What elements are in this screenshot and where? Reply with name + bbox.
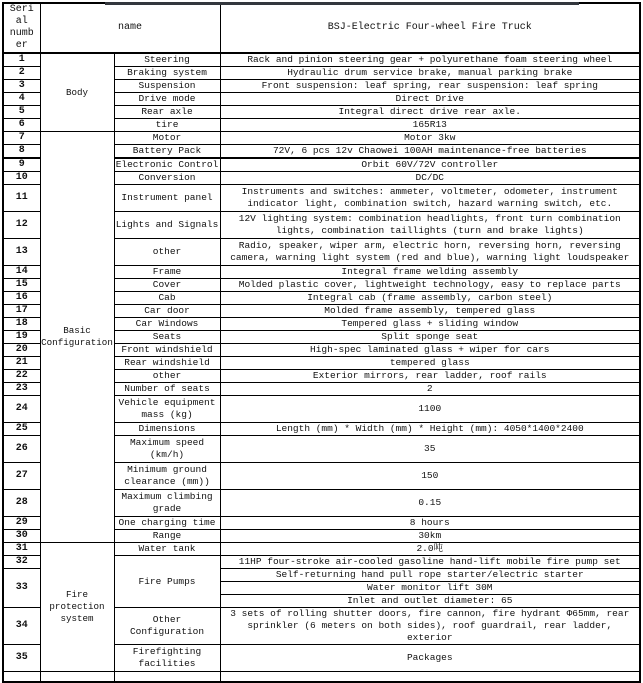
serial-cell: 22 xyxy=(3,370,40,383)
header-product-title: BSJ-Electric Four-wheel Fire Truck xyxy=(220,3,640,53)
stub-cell xyxy=(3,672,40,682)
value-cell: 30km xyxy=(220,530,640,543)
value-cell: Direct Drive xyxy=(220,93,640,106)
group-cell-body: Body xyxy=(40,53,114,132)
name-cell: Other Configuration xyxy=(114,608,220,645)
table-row xyxy=(3,132,640,145)
header-name: name xyxy=(40,3,220,53)
value-cell: Exterior mirrors, rear ladder, roof rails xyxy=(220,370,640,383)
serial-cell: 7 xyxy=(3,132,40,145)
value-cell: Molded plastic cover, lightweight technology, easy to replace parts xyxy=(220,279,640,292)
value-cell: 11HP four-stroke air-cooled gasoline hand-lift mobile fire pump set xyxy=(220,556,640,569)
name-cell: Frame xyxy=(114,266,220,279)
serial-cell: 17 xyxy=(3,305,40,318)
name-cell: Instrument panel xyxy=(114,185,220,212)
value-cell: Length (mm) * Width (mm) * Height (mm): 4050*1400*2400 xyxy=(220,423,640,436)
serial-cell: 26 xyxy=(3,436,40,463)
name-cell: other xyxy=(114,370,220,383)
value-cell: 3 sets of rolling shutter doors, fire cannon, fire hydrant Φ65mm, rear sprinkler (6 meters on both sides), roof guardrail, rear ladder, exterior xyxy=(220,608,640,645)
serial-cell: 31 xyxy=(3,543,40,556)
name-cell: Rear windshield xyxy=(114,357,220,370)
serial-cell: 2 xyxy=(3,67,40,80)
name-cell: Braking system xyxy=(114,67,220,80)
value-cell: Hydraulic drum service brake, manual parking brake xyxy=(220,67,640,80)
serial-cell: 4 xyxy=(3,93,40,106)
value-cell: 0.15 xyxy=(220,490,640,517)
serial-cell: 5 xyxy=(3,106,40,119)
group-cell-fire-protection-system: Fire protection system xyxy=(40,543,114,672)
serial-cell: 25 xyxy=(3,423,40,436)
serial-cell: 20 xyxy=(3,344,40,357)
name-cell: Suspension xyxy=(114,80,220,93)
spec-table xyxy=(2,2,641,683)
value-cell: 72V, 6 pcs 12v Chaowei 100AH maintenance-free batteries xyxy=(220,145,640,159)
serial-cell: 30 xyxy=(3,530,40,543)
value-cell: Split sponge seat xyxy=(220,331,640,344)
value-cell: Self-returning hand pull rope starter/electric starter xyxy=(220,569,640,582)
serial-cell: 12 xyxy=(3,212,40,239)
header-serial-number: Serial number xyxy=(3,3,40,53)
serial-cell: 9 xyxy=(3,158,40,172)
value-cell: Molded frame assembly, tempered glass xyxy=(220,305,640,318)
value-cell: DC/DC xyxy=(220,172,640,185)
value-cell: Tempered glass + sliding window xyxy=(220,318,640,331)
name-cell: Number of seats xyxy=(114,383,220,396)
name-cell: Dimensions xyxy=(114,423,220,436)
group-cell-basic-configuration: Basic Configuration xyxy=(40,132,114,543)
name-cell: Cab xyxy=(114,292,220,305)
value-cell: tempered glass xyxy=(220,357,640,370)
value-cell: 2.0吨 xyxy=(220,543,640,556)
serial-cell: 33 xyxy=(3,569,40,608)
name-cell: Rear axle xyxy=(114,106,220,119)
serial-cell: 3 xyxy=(3,80,40,93)
value-cell: Motor 3kw xyxy=(220,132,640,145)
serial-cell: 24 xyxy=(3,396,40,423)
value-cell: 165R13 xyxy=(220,119,640,132)
serial-cell: 15 xyxy=(3,279,40,292)
serial-cell: 10 xyxy=(3,172,40,185)
serial-cell: 29 xyxy=(3,517,40,530)
name-cell: One charging time xyxy=(114,517,220,530)
value-cell: Water monitor lift 30M xyxy=(220,582,640,595)
name-cell: Steering xyxy=(114,53,220,67)
serial-cell: 1 xyxy=(3,53,40,67)
value-cell: Integral frame welding assembly xyxy=(220,266,640,279)
name-cell: Front windshield xyxy=(114,344,220,357)
value-cell: Integral direct drive rear axle. xyxy=(220,106,640,119)
name-cell: Lights and Signals xyxy=(114,212,220,239)
value-cell: Instruments and switches: ammeter, voltmeter, odometer, instrument indicator light, combination switch, hazard warning switch, etc. xyxy=(220,185,640,212)
name-cell: Minimum ground clearance (mm)) xyxy=(114,463,220,490)
header-row xyxy=(3,3,640,53)
name-cell: Battery Pack xyxy=(114,145,220,159)
value-cell: 1100 xyxy=(220,396,640,423)
cropped-element-artifact xyxy=(105,2,579,5)
serial-cell: 18 xyxy=(3,318,40,331)
name-cell: Range xyxy=(114,530,220,543)
value-cell: 2 xyxy=(220,383,640,396)
clipped-next-row xyxy=(3,672,640,682)
name-cell: Maximum climbing grade xyxy=(114,490,220,517)
name-cell: other xyxy=(114,239,220,266)
name-cell: Car Windows xyxy=(114,318,220,331)
table-row xyxy=(3,53,640,67)
name-cell: tire xyxy=(114,119,220,132)
name-cell: Electronic Control xyxy=(115,159,219,170)
value-cell: High-spec laminated glass + wiper for cars xyxy=(220,344,640,357)
value-cell: Integral cab (frame assembly, carbon steel) xyxy=(220,292,640,305)
stub-cell xyxy=(114,672,220,682)
name-cell: Maximum speed (km/h) xyxy=(114,436,220,463)
name-cell: Water tank xyxy=(114,543,220,556)
value-cell: Front suspension: leaf spring, rear suspension: leaf spring xyxy=(220,80,640,93)
name-cell: Seats xyxy=(114,331,220,344)
serial-cell: 32 xyxy=(3,556,40,569)
serial-cell: 28 xyxy=(3,490,40,517)
value-cell: 12V lighting system: combination headlights, front turn combination lights, combination taillights (turn and brake lights) xyxy=(220,212,640,239)
name-cell: Motor xyxy=(114,132,220,145)
value-cell: Orbit 60V/72V controller xyxy=(220,158,640,172)
serial-cell: 11 xyxy=(3,185,40,212)
name-cell: Conversion xyxy=(114,172,220,185)
serial-cell: 14 xyxy=(3,266,40,279)
serial-cell: 19 xyxy=(3,331,40,344)
value-cell: Inlet and outlet diameter: 65 xyxy=(220,595,640,608)
stub-cell xyxy=(40,672,114,682)
serial-cell: 8 xyxy=(3,145,40,159)
name-cell: Firefighting facilities xyxy=(114,645,220,672)
value-cell: 8 hours xyxy=(220,517,640,530)
value-cell: Packages xyxy=(220,645,640,672)
serial-cell: 16 xyxy=(3,292,40,305)
stub-cell xyxy=(220,672,640,682)
serial-cell: 27 xyxy=(3,463,40,490)
value-cell: 150 xyxy=(220,463,640,490)
value-cell: 35 xyxy=(220,436,640,463)
name-cell: Vehicle equipment mass (kg) xyxy=(114,396,220,423)
page xyxy=(0,2,643,669)
serial-cell: 21 xyxy=(3,357,40,370)
serial-cell: 34 xyxy=(3,608,40,645)
name-cell: Car door xyxy=(114,305,220,318)
serial-cell: 13 xyxy=(3,239,40,266)
name-cell: Cover xyxy=(114,279,220,292)
serial-cell: 6 xyxy=(3,119,40,132)
serial-cell: 23 xyxy=(3,383,40,396)
name-cell-fire-pumps: Fire Pumps xyxy=(114,556,220,608)
serial-cell: 35 xyxy=(3,645,40,672)
table-row xyxy=(3,543,640,556)
value-cell: Radio, speaker, wiper arm, electric horn, reversing horn, reversing camera, warning light system (red and blue), warning light loudspeaker xyxy=(220,239,640,266)
value-cell: Rack and pinion steering gear + polyurethane foam steering wheel xyxy=(220,53,640,67)
name-cell: Drive mode xyxy=(114,93,220,106)
